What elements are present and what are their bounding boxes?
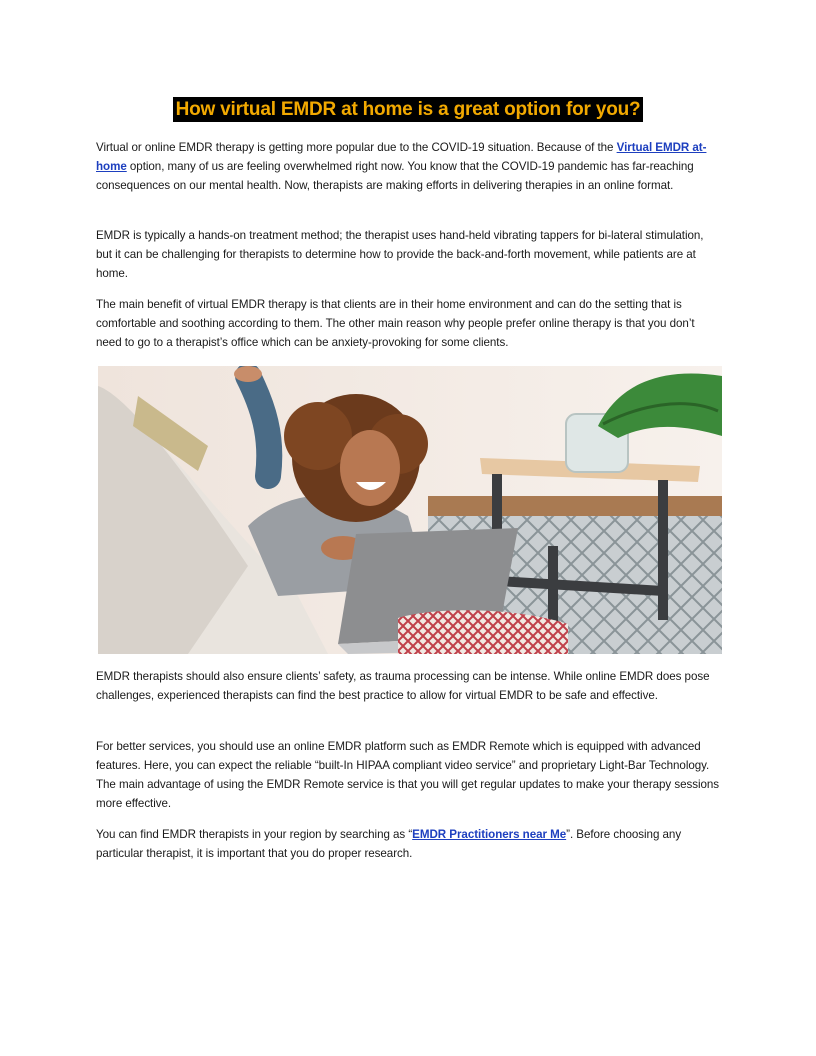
emdr-practitioners-link[interactable]: EMDR Practitioners near Me <box>412 828 567 841</box>
paragraph-main-benefit: The main benefit of virtual EMDR therapy is that clients are in their home environment and can do the setting that is comfortable and soothing according to them. The other main reason why people prefer online therapy is that you don’t need to go to a therapist’s office which can be anxiety-provoking for some clients. <box>96 298 695 349</box>
paragraph-find-therapist <box>96 826 722 864</box>
paragraph-find-text-b: ”. Before choosing any particular therapist, it is important that you do proper research. <box>96 828 682 860</box>
paragraph-safety: EMDR therapists should also ensure clients’ safety, as trauma processing can be intense. While online EMDR does pose challenges, experienced therapists can find the best practice to allow for virtual EMDR to be safe and effective. <box>96 670 710 702</box>
page-title: How virtual EMDR at home is a great option for you? <box>173 97 644 122</box>
paragraph-hands-on: EMDR is typically a hands-on treatment method; the therapist uses hand-held vibrating tappers for bi-lateral stimulation, but it can be challenging for therapists to determine how to provide the back-and-forth movement, while patients are at home. <box>96 229 704 280</box>
paragraph-intro-text-a: Virtual or online EMDR therapy is getting more popular due to the COVID-19 situation. Because of the <box>96 141 617 154</box>
paragraph-platform: For better services, you should use an online EMDR platform such as EMDR Remote which is equipped with advanced features. Here, you can expect the reliable “built-In HIPAA compliant video service” and proprietary Light-Bar Technology. The main advantage of using the EMDR Remote service is that you will get regular updates to make your therapy sessions more effective. <box>96 740 720 810</box>
virtual-emdr-at-home-link[interactable]: Virtual EMDR at-home <box>96 141 707 173</box>
woman-with-laptop-photo <box>98 366 722 654</box>
title-wrapper <box>0 97 816 122</box>
paragraph-intro-text-b: option, many of us are feeling overwhelmed right now. You know that the COVID-19 pandemic has far-reaching consequences on our mental health. Now, therapists are making efforts in delivering therapies in an online format. <box>96 159 694 192</box>
paragraph-intro <box>96 139 722 196</box>
paragraph-find-text-a: You can find EMDR therapists in your region by searching as “ <box>96 828 413 841</box>
